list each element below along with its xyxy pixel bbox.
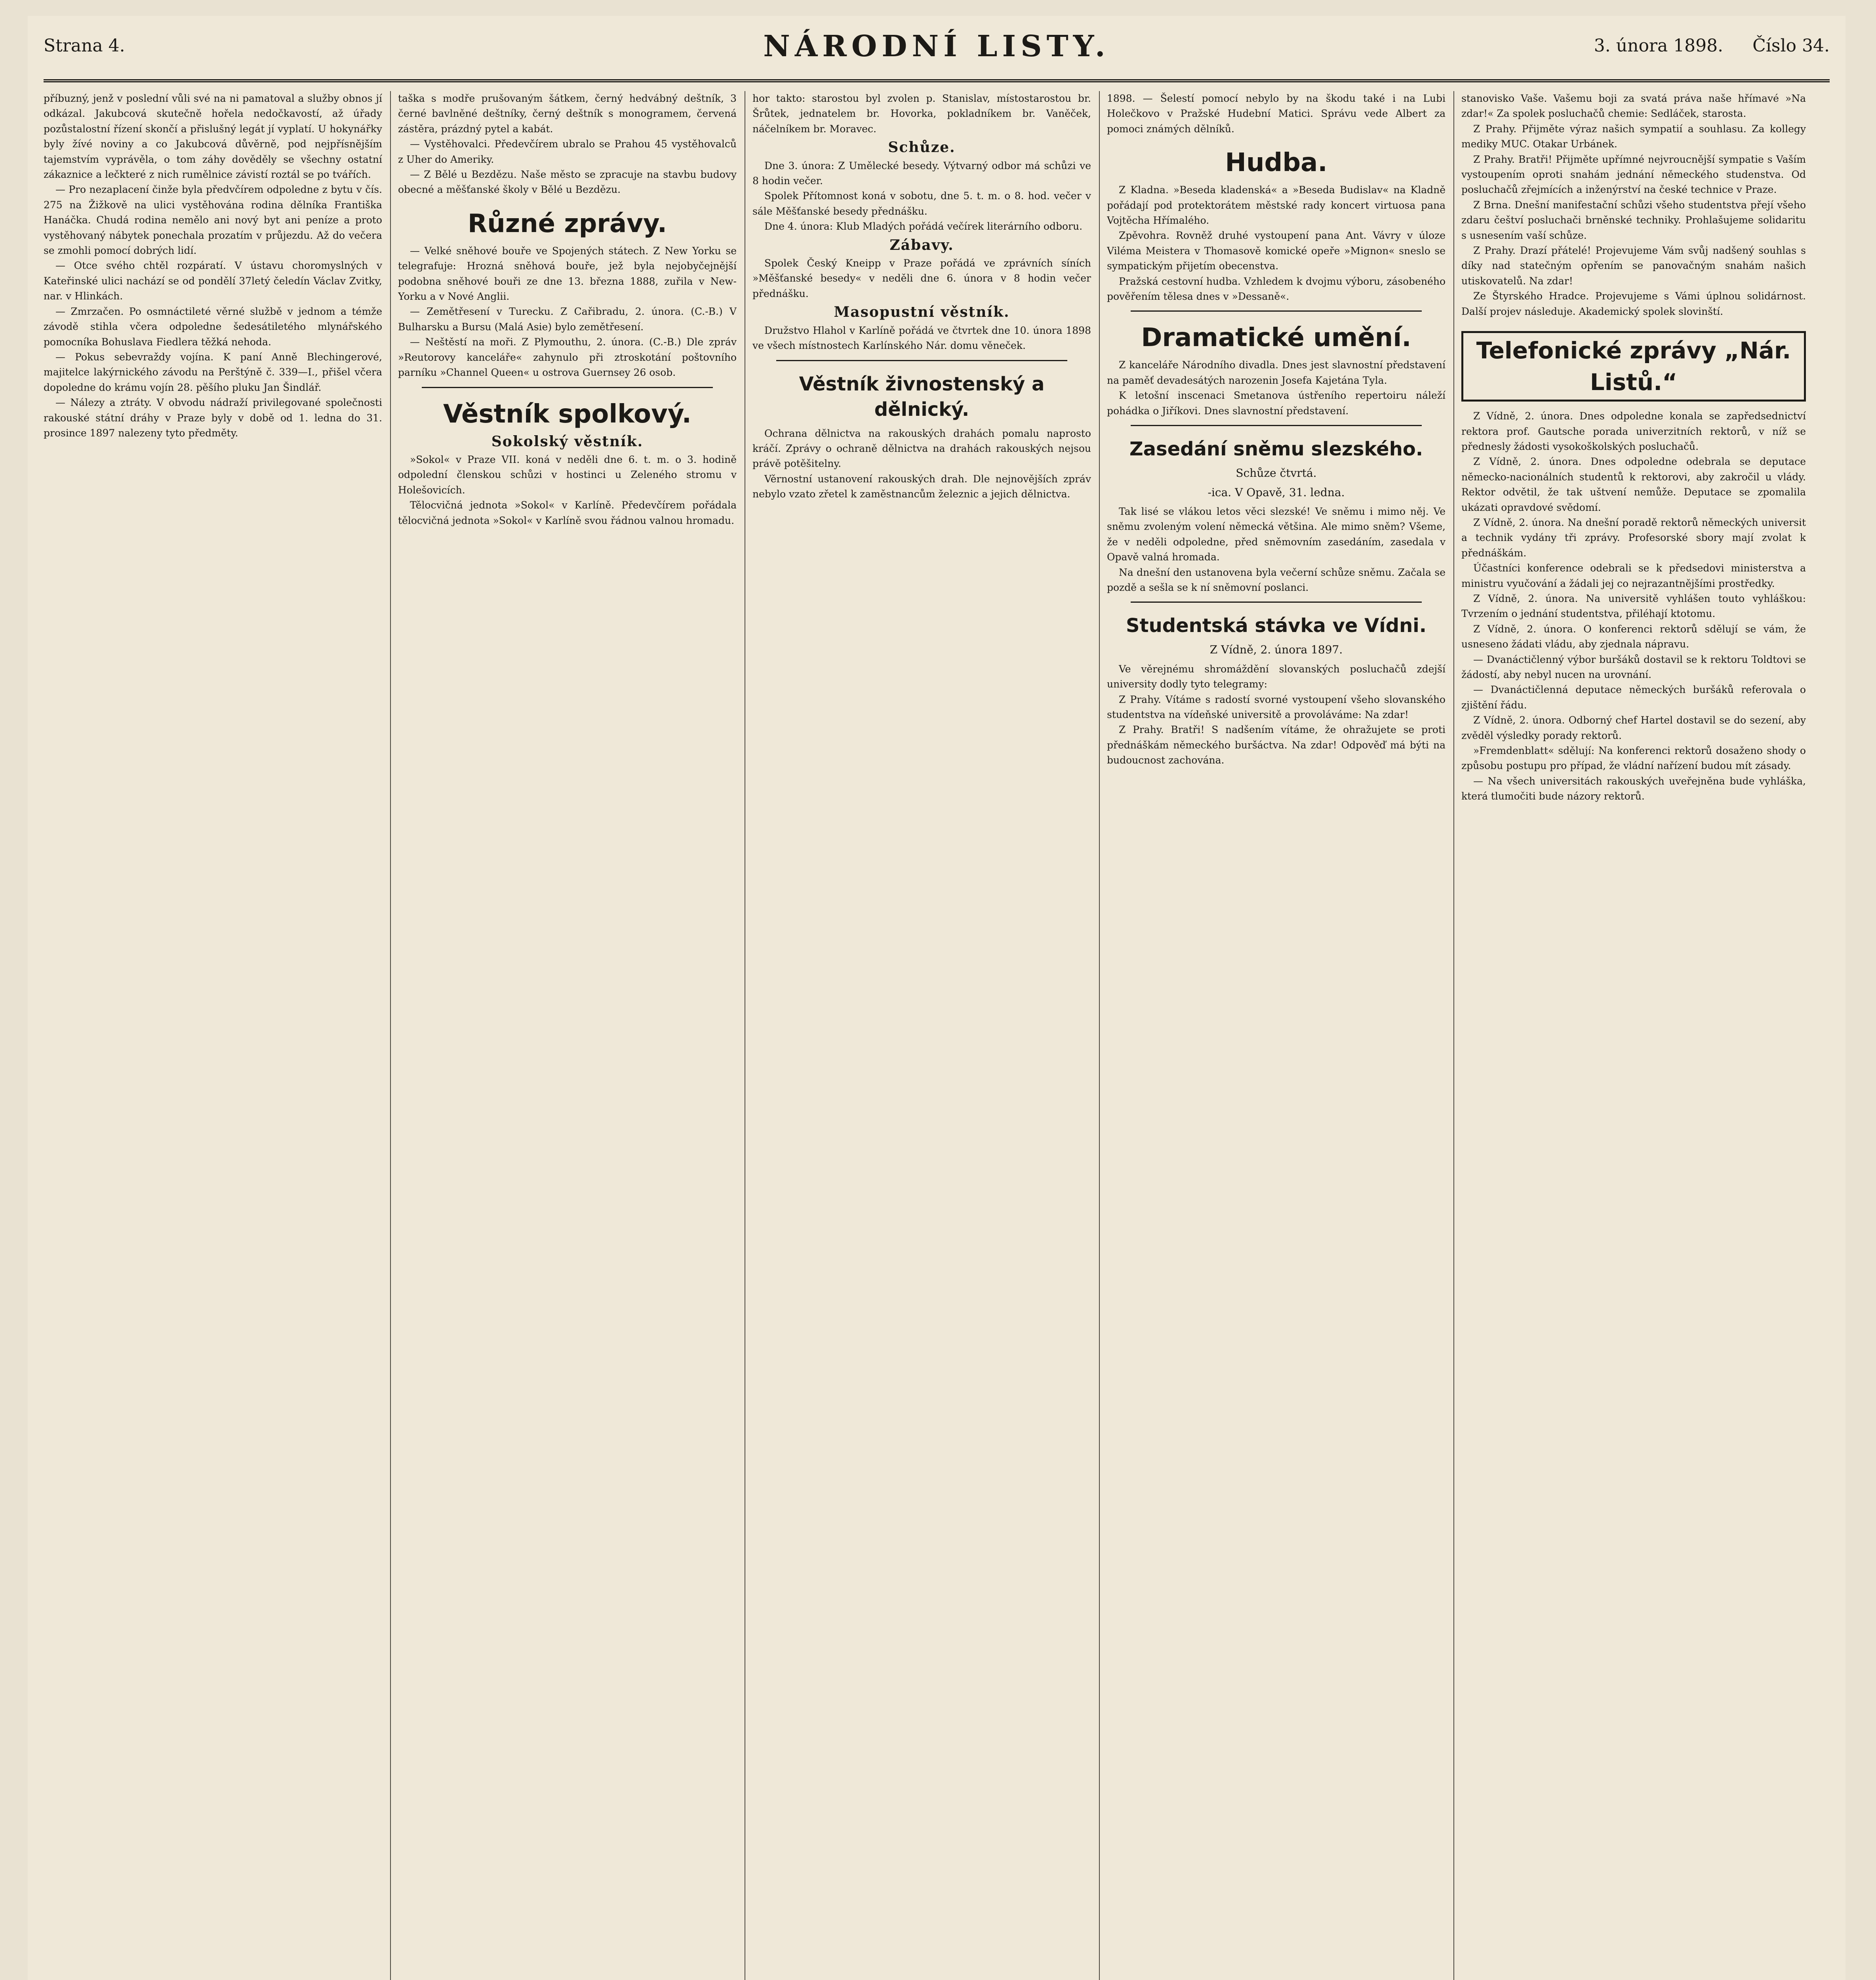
subsection-title-sokol: Sokolský věstník. <box>491 433 644 450</box>
studentska-paragraph: Z Prahy. Bratři! S nadšením vítáme, že ohražujete se proti přednáškám německého buršáctva. Na zdar! Odpověď má býti na budoucnost zachována. <box>1107 724 1446 766</box>
telegraf-paragraph: Z Vídně, 2. února. Dnes odpoledne konala se zapředsednictví rektora prof. Gautsche porada univerzitních rektorů, v níž se přednesly žádosti vysokoškolských posluchačů. <box>1461 410 1806 452</box>
col3-zabavy <box>752 256 1091 301</box>
col5-paragraph: Z Prahy. Přijměte výraz našich sympatií a souhlasu. Za kollegy mediky MUC. Otakar Urbánek. <box>1461 123 1806 150</box>
section-title-ruzne: Různé zprávy. <box>467 209 667 238</box>
col5-lead-body <box>1461 122 1806 319</box>
telegraf-paragraph: Účastníci konference odebrali se k předsedovi ministerstva a ministru vyučování a žádali jej co nejrazantnějšími prostředky. <box>1461 562 1806 589</box>
col4-snem <box>1107 504 1446 595</box>
subsection-title-masopust: Masopustní věstník. <box>834 304 1010 321</box>
divider-line <box>422 387 713 388</box>
issue-date: 3. února 1898. <box>1594 36 1724 56</box>
issue-info <box>1570 36 1830 56</box>
section-title-hudba: Hudba. <box>1225 148 1327 178</box>
col5-lead: stanovisko Vaše. Vašemu boji za svatá práva naše hřímavé »Na zdar!« Za spolek posluchačů chemie: Sedláček, starosta. <box>1461 93 1806 120</box>
col2-body <box>398 137 737 198</box>
section-title-vestnik: Věstník spolkový. <box>443 399 691 429</box>
col2-misc <box>398 244 737 381</box>
telegraf-paragraph: »Fremdenblatt« sdělují: Na konferenci rektorů dosaženo shody o způsobu postupu pro případ, že vládní nařízení budou mít zásady. <box>1461 745 1806 772</box>
column-4 <box>1107 91 1446 1980</box>
snem-paragraph: Na dnešní den ustanovena byla večerní schůze sněmu. Začala se pozdě a sešla se k ní sněmovní poslanci. <box>1107 566 1446 593</box>
misc-paragraph: — Neštěstí na moři. Z Plymouthu, 2. února. (C.-B.) Dle zpráv »Reutorovy kanceláře« zahynulo při ztroskotání poštovního parníku »Channel Queen« u ostrova Guernsey 26 osob. <box>398 336 737 379</box>
page-header <box>44 24 1830 82</box>
schuze-paragraph: Dne 4. února: Klub Mladých pořádá večírek literárního odboru. <box>764 221 1083 232</box>
col4-hudba <box>1107 183 1446 304</box>
telegraf-paragraph: — Dvanáctičlenný výbor buršáků dostavil se k rektoru Toldtovi se žádostí, aby nebyl nucen na urovnání. <box>1461 653 1806 680</box>
misc-paragraph: — Velké sněhové bouře ve Spojených státech. Z New Yorku se telegrafuje: Hrozná sněhová bouře, jež byla nejobyčejnější podobna sněhové bouři ze dne 13. března 1888, zuřila v New-Yorku a v Nové Anglii. <box>398 245 737 303</box>
snem-dateline: -ica. V Opavě, 31. ledna. <box>1207 485 1345 499</box>
section-title-studentska: Studentská stávka ve Vídni. <box>1126 615 1427 637</box>
telegraf-paragraph: Z Vídně, 2. února. Dnes odpoledne odebrala se deputace německo-nacionálních studentů k rektorovi, aby zakročil u vlády. Rektor odvětil, že tak uštvení nemůže. Deputace se zpomalila ukázati opravdové svědomí. <box>1461 456 1806 513</box>
column-5 <box>1461 91 1806 1980</box>
col4-lead: 1898. — Šelestí pomocí nebylo by na škodu také i na Lubi Holečkovo v Pražské Hudební Matici. Správu vede Albert za pomoci známých dělníků. <box>1107 93 1446 135</box>
newspaper-page <box>28 16 1846 1980</box>
col1-paragraph: — Pro nezaplacení činže byla předvčírem odpoledne z bytu v čís. 275 na Žižkově na ulici vystěhována rodina dělníka Františka Hanáčka. Chudá rodina nemělo ani nový byt ani peníze a proto vystěhovaný nábytek ponechala prozatím v průjezdu. Až do večera se zmohli pomocí dobrých lidí. <box>44 184 382 257</box>
column-divider <box>1453 91 1454 1980</box>
telegraf-paragraph: Z Vídně, 2. února. O konferenci rektorů sdělují se vám, že usneseno žádati vládu, aby zjednala nápravu. <box>1461 623 1806 650</box>
divider-line <box>1131 602 1422 603</box>
misc-paragraph: — Zemětřesení v Turecku. Z Cařibradu, 2. února. (C.-B.) V Bulharsku a Bursu (Malá Asie) bylo zemětřesení. <box>398 306 737 333</box>
col4-studentska <box>1107 662 1446 768</box>
zabavy-paragraph: Spolek Český Kneipp v Praze pořádá ve zprávních síních »Měšťanské besedy« v neděli dne 6. února v 8 hodin večer přednášku. <box>752 257 1091 299</box>
studentska-paragraph: Ve věrejnému shromáždění slovanských posluchačů zdejší university dodly tyto telegramy: <box>1107 663 1446 690</box>
section-title-drama: Dramatické umění. <box>1141 323 1411 353</box>
divider-line <box>1131 425 1422 426</box>
column-divider <box>390 91 391 1980</box>
snem-subtitle: Schůze čtvrtá. <box>1236 466 1317 480</box>
col5-paragraph: Z Prahy. Drazí přátelé! Projevujeme Vám svůj nadšený souhlas s díky nad statečným opřením se panovačným snahám našich utiskovatelů. Na zdar! <box>1461 245 1806 287</box>
section-title-telegraf: Telefonické zprávy „Nár. Listů.“ <box>1461 331 1806 402</box>
col3-masopust <box>752 323 1091 354</box>
issue-number: Číslo 34. <box>1752 36 1830 56</box>
column-divider <box>1099 91 1100 1980</box>
col4-drama <box>1107 358 1446 419</box>
column-2 <box>398 91 737 1980</box>
page-number: Strana 4. <box>44 36 125 56</box>
hudba-paragraph: Zpěvohra. Rovněž druhé vystoupení pana Ant. Vávry v úloze Viléma Meistera v Thomasově komické opeře »Mignon« sneslo se sympatickým přijetím obecenstva. <box>1107 230 1446 272</box>
masthead-title: NÁRODNÍ LISTY. <box>763 29 1110 63</box>
col5-paragraph: Z Brna. Dnešní manifestační schůzi všeho studentstva přejí všeho zdaru češtví posluchači brněnské techniky. Prohlašujeme solidaritu s usnesením vaší schůze. <box>1461 199 1806 241</box>
snem-paragraph: Tak lisé se vlákou letos věci slezské! Ve sněmu i mimo něj. Ve sněmu zvoleným volení německá většina. Ale mimo sněm? Všeme, že v neděli odpoledne, před sněmovním zasedáním, zasedala v Opavě valná hromada. <box>1107 505 1446 563</box>
telegraf-paragraph: — Na všech universitách rakouských uveřejněna bude vyhláška, která tlumočiti bude názory rektorů. <box>1461 775 1806 802</box>
col2-lead: taška s modře prušovaným šátkem, černý hedvábný deštník, 3 černé bavlněné deštníky, černý deštník s monogramem, červená zástěra, prázdný pytel a kabát. <box>398 93 737 135</box>
divider-line <box>776 360 1067 361</box>
sokol-paragraph: Tělocvičná jednota »Sokol« v Karlíně. Předevčírem pořádala tělocvičná jednota »Sokol« v Karlíně svou řádnou valnou hromadu. <box>398 499 737 526</box>
divider-line <box>1131 310 1422 312</box>
col3-lead: hor takto: starostou byl zvolen p. Stanislav, místostarostou br. Šrůtek, jednatelem br. Hovorka, pokladníkem br. Vaněček, náčelníkem br. Moravec. <box>752 93 1091 135</box>
col2-paragraph: — Z Bělé u Bezdězu. Naše město se zpracuje na stavbu budovy obecné a měšťanské školy v Bělé u Bezdězu. <box>398 169 737 196</box>
col1-paragraph: — Zmrzačen. Po osmnáctileté věrné službě v jednom a témže závodě stihla včera odpoledne šedesátiletého mlynářského pomocníka Bohuslava Fiedlera těžká nehoda. <box>44 305 382 348</box>
section-title-snem: Zasedání sněmu slezského. <box>1129 438 1423 461</box>
telegraf-paragraph: Z Vídně, 2. února. Na dnešní poradě rektorů německých universit a technik vydány tři zprávy. Profesorské sbory mají zvolat k přednáškám. <box>1461 516 1806 559</box>
col2-paragraph: — Vystěhovalci. Předevčírem ubralo se Prahou 45 vystěhovalců z Uher do Ameriky. <box>398 138 737 165</box>
subsection-title-schuze: Schůze. <box>888 139 956 156</box>
telegraf-paragraph: — Dvanáctičlenná deputace německých buršáků referovala o zjištění řádu. <box>1461 684 1806 711</box>
schuze-paragraph: Dne 3. února: Z Umělecké besedy. Výtvarný odbor má schůzi ve 8 hodin večer. <box>752 160 1091 187</box>
col2-sokol <box>398 452 737 528</box>
subsection-title-zabavy: Zábavy. <box>889 236 954 253</box>
col5-telegraf <box>1461 409 1806 804</box>
studentska-dateline: Z Vídně, 2. února 1897. <box>1209 643 1343 657</box>
section-title-zivnost: Věstník živnostenský a dělnický. <box>799 373 1045 421</box>
zivnost-paragraph: Ochrana dělnictva na rakouských drahách pomalu naprosto kráčí. Zprávy o ochraně dělnictva na drahách rakouských nejsou právě potěšitelny. <box>752 427 1091 470</box>
studentska-paragraph: Z Prahy. Vítáme s radostí svorné vystoupení všeho slovanského studentstva na vídeňské universitě a provoláváme: Na zdar! <box>1107 693 1446 720</box>
hudba-paragraph: Pražská cestovní hudba. Vzhledem k dvojmu výboru, zásobeného pověřením tělesa dnes v »Dessaně«. <box>1107 275 1446 303</box>
col1-paragraph: — Nálezy a ztráty. V obvodu nádraží privilegované společnosti rakouské státní dráhy v Praze byly v době od 1. ledna do 31. prosince 1897 nalezeny tyto předměty. <box>44 397 382 439</box>
sokol-paragraph: »Sokol« v Praze VII. koná v neděli dne 6. t. m. o 3. hodině odpolední členskou schůzi v hostinci u Zeleného stromu v Holešovicích. <box>398 453 737 496</box>
drama-paragraph: Z kanceláře Národního divadla. Dnes jest slavnostní představení na paměť devadesátých narozenin Josefa Kajetána Tyla. <box>1107 359 1446 386</box>
column-1 <box>44 91 382 1980</box>
col5-paragraph: Ze Štyrského Hradce. Projevujeme s Vámi úplnou solidárnost. Další projev následuje. Akademický spolek slovinští. <box>1461 290 1806 317</box>
masopust-paragraph: Družstvo Hlahol v Karlíně pořádá ve čtvrtek dne 10. února 1898 ve všech místnostech Karlínského Nár. domu věneček. <box>752 324 1091 352</box>
schuze-paragraph: Spolek Přítomnost koná v sobotu, dne 5. t. m. o 8. hod. večer v sále Měšťanské besedy přednášku. <box>752 190 1091 217</box>
col1-paragraph: — Pokus sebevraždy vojína. K paní Anně Blechingerové, majitelce lakýrnického závodu na Perštýně č. 339—I., přišel včera dopoledne do krámu vojín 28. pěšího pluku Jan Šindlář. <box>44 351 382 393</box>
telegraf-paragraph: Z Vídně, 2. února. Na universitě vyhlášen touto vyhláškou: Tvrzením o jednání studentstva, přiléhají ktotomu. <box>1461 592 1806 620</box>
drama-paragraph: K letošní inscenaci Smetanova ústřeního repertoiru náleží pohádka o Jiříkovi. Dnes slavnostní představení. <box>1107 390 1446 417</box>
zivnost-paragraph: Věrnostní ustanovení rakouských drah. Dle nejnovějších zpráv nebylo vzato zřetel k zaměstnancům železnic a jejich dělnictva. <box>752 473 1091 500</box>
col1-lead: příbuzný, jenž v poslední vůli své na ni pamatoval a služby obnos jí odkázal. Jakubcová skutečně hořela nedočkavostí, až úřady pozůstalostní řízení skončí a přislušný legát jí vyplatí. U hokynářky byly žívé noviny a co Jakubcová důvěrně, pod nejpřísnějším tajemstvím vyprávěla, o tom záhy dověděly se všechny ostatní zákaznice a lečkteré z nich rumělnice závistí roztál se po tvářích. <box>44 93 382 181</box>
col3-schuze <box>752 158 1091 234</box>
col1-paragraph: — Otce svého chtěl rozpáratí. V ústavu choromyslných v Kateřinské ulici nachází se od pondělí 37letý čeledín Václav Zvitky, nar. v Hlinkách. <box>44 260 382 302</box>
col5-paragraph: Z Prahy. Bratři! Přijměte upřímné nejvroucnější sympatie s Vaším vystoupením oproti snahám jednání německého studenstva. Od posluchačů zřejmících a inženýrství na české technice v Praze. <box>1461 153 1806 196</box>
hudba-paragraph: Z Kladna. »Beseda kladenská« a »Beseda Budislav« na Kladně pořádají pod protektorátem městské rady koncert virtuosa pana Vojtěcha Hřímalého. <box>1107 184 1446 227</box>
col3-zivnost <box>752 426 1091 502</box>
column-3 <box>752 91 1091 1980</box>
col1-body <box>44 182 382 441</box>
telegraf-paragraph: Z Vídně, 2. února. Odborný chef Hartel dostavil se do sezení, aby zvěděl výsledky porady rektorů. <box>1461 714 1806 741</box>
